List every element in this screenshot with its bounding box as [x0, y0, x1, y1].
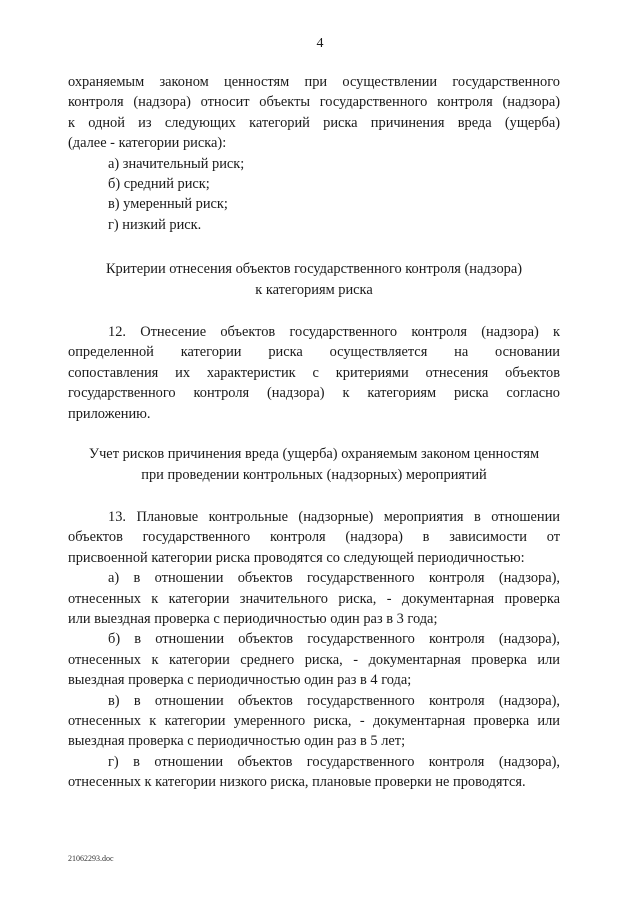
subitem-line: отнесенных к категории умеренного риска, - документарная проверка или — [68, 712, 560, 729]
subitem-line: отнесенных к категории низкого риска, плановые проверки не проводятся. — [68, 774, 526, 791]
subitem-line: отнесенных к категории среднего риска, - документарная проверка или — [68, 651, 560, 668]
subitem-line: выездная проверка с периодичностью один раз в 4 года; — [68, 672, 412, 689]
heading-line: к категориям риска — [255, 281, 373, 298]
intro-line: контроля (надзора) относит объекты государственного контроля (надзора) — [68, 94, 560, 111]
subitem-b — [68, 629, 560, 690]
list-item: а) значительный риск; — [108, 155, 245, 172]
subitem-a — [68, 568, 560, 629]
paragraph-line: определенной категории риска осуществляется на основании — [68, 344, 560, 361]
paragraph-line: государственного контроля (надзора) к категориям риска согласно — [68, 385, 560, 402]
paragraph-line: 12. Отнесение объектов государственного контроля (надзора) к — [108, 324, 560, 341]
subitem-line: в) в отношении объектов государственного контроля (надзора), — [108, 692, 560, 709]
paragraph-line: приложению. — [68, 405, 151, 422]
paragraph-line: присвоенной категории риска проводятся со следующей периодичностью: — [68, 549, 525, 566]
heading-line: при проведении контрольных (надзорных) мероприятий — [141, 466, 487, 483]
heading-line: Критерии отнесения объектов государственного контроля (надзора) — [105, 261, 523, 278]
intro-line: к одной из следующих категорий риска причинения вреда (ущерба) — [68, 114, 560, 131]
subitem-line: или выездная проверка с периодичностью один раз в 3 года; — [68, 610, 438, 627]
section-heading-criteria — [68, 259, 560, 300]
subitem-line: выездная проверка с периодичностью один раз в 5 лет; — [68, 733, 406, 750]
file-name-footer: 21062293.doc — [68, 854, 114, 863]
section-heading-risk-accounting — [68, 444, 560, 485]
risk-category-list — [68, 154, 560, 236]
list-item: б) средний риск; — [108, 176, 210, 193]
subitem-d — [68, 752, 560, 793]
subitem-c — [68, 691, 560, 752]
heading-line: Учет рисков причинения вреда (ущерба) охраняемым законом ценностям — [88, 446, 540, 463]
intro-line: (далее - категории риска): — [68, 135, 227, 152]
paragraph-12 — [68, 322, 560, 424]
intro-line: охраняемым законом ценностям при осуществлении государственного — [68, 74, 560, 90]
paragraph-line: 13. Плановые контрольные (надзорные) мероприятия в отношении — [108, 508, 560, 525]
subitem-line: б) в отношении объектов государственного контроля (надзора), — [108, 631, 560, 648]
paragraph-line: объектов государственного контроля (надзора) в зависимости от — [68, 529, 560, 546]
subitem-line: г) в отношении объектов государственного контроля (надзора), — [108, 753, 560, 770]
subitem-line: отнесенных к категории значительного риска, - документарная проверка — [68, 590, 560, 607]
page-number: 4 — [316, 36, 324, 51]
paragraph-13 — [68, 507, 560, 793]
document-body — [68, 72, 560, 793]
list-item: в) умеренный риск; — [108, 196, 228, 213]
list-item: г) низкий риск. — [108, 216, 202, 233]
subitem-line: а) в отношении объектов государственного контроля (надзора), — [108, 570, 560, 587]
paragraph-line: сопоставления их характеристик с критериями отнесения объектов — [68, 364, 560, 381]
